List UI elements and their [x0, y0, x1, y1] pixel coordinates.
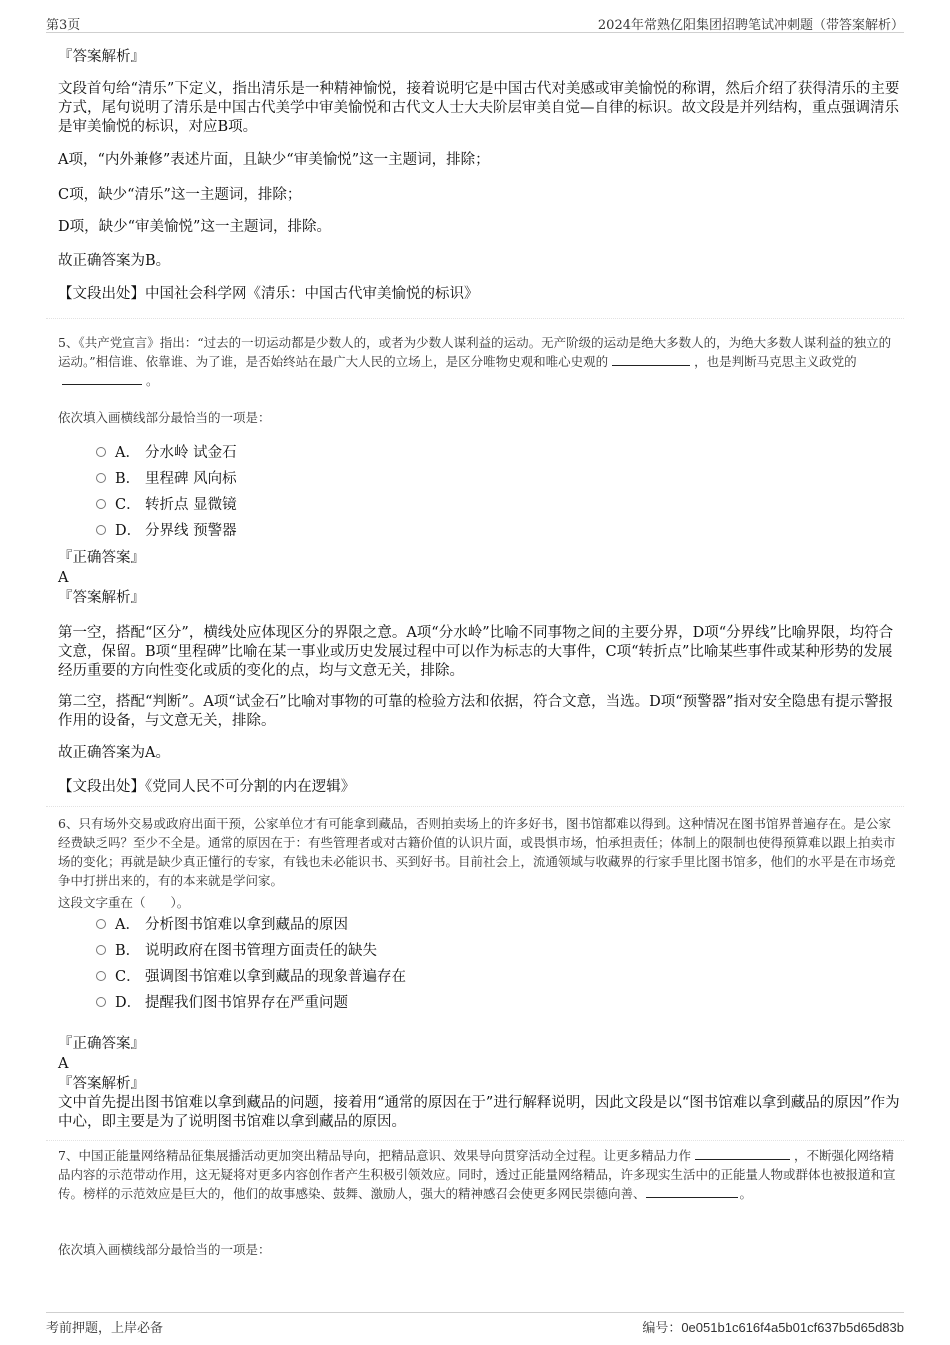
- q6-option-c[interactable]: C． 强调图书馆难以拿到藏品的现象普遍存在: [96, 966, 406, 988]
- q5-analysis-p1: 第一空，搭配“区分”，横线处应体现区分的界限之意。A项“分水岭”比喻不同事物之间的主要分界，D项“分界线”比喻界限，均符合文意，保留。B项“里程碑”比喻在某一事业或历史发展过程中可以作为标志的大事件，C项“转折点”比喻某些事件或某种形势的发展经历重要的方向性变化或质的变化的点，均与文意无关，排除。: [58, 625, 894, 679]
- q5-answer: A: [58, 570, 69, 586]
- q6-stem: 6、只有场外交易或政府出面干预，公家单位才有可能拿到藏品，否则拍卖场上的许多好书，图书馆都难以得到。这种情况在图书馆界普遍存在。是公家经费缺乏吗？至少不全是。通常的原因在于：有些管理者或对古籍价值的认识片面，或畏惧市场，怕承担责任；体制上的限制也使得预算难以跟上拍卖市场的变化；再就是缺少真正懂行的专家，有钱也未必能识书、买到好书。目前社会上，流通领域与收藏界的行家手里比图书馆多，他们的水平是在市场竞争中打拼出来的，有的本来就是学问家。: [58, 816, 896, 888]
- radio-icon[interactable]: [96, 447, 106, 457]
- q4-analysis-p4: D项，缺少“审美愉悦”这一主题词，排除。: [58, 219, 331, 235]
- page-header: [46, 12, 904, 33]
- page-number: 第3页: [46, 18, 81, 33]
- radio-icon[interactable]: [96, 919, 106, 929]
- q4-analysis-p5: 故正确答案为B。: [58, 253, 171, 269]
- q6-option-d[interactable]: D． 提醒我们图书馆界存在严重问题: [96, 992, 348, 1014]
- q4-analysis-label: 『答案解析』: [58, 49, 145, 65]
- q6-answer-label: 『正确答案』: [58, 1036, 145, 1052]
- q5-answer-label: 『正确答案』: [58, 550, 145, 566]
- document-title: 2024年常熟亿阳集团招聘笔试冲刺题（带答案解析）: [597, 18, 904, 33]
- q5-option-d[interactable]: D． 分界线 预警器: [96, 520, 237, 542]
- q5-source: 【文段出处】《党同人民不可分割的内在逻辑》: [58, 779, 356, 795]
- q5-analysis-p2: 第二空，搭配“判断”。A项“试金石”比喻对事物的可靠的检验方法和依据，符合文意，当选。D项“预警器”指对安全隐患有提示警报作用的设备，与文意无关，排除。: [58, 694, 894, 729]
- q5-option-b[interactable]: B． 里程碑 风向标: [96, 468, 237, 490]
- q6-analysis-label: 『答案解析』: [58, 1076, 145, 1092]
- q4-source: 【文段出处】中国社会科学网《清乐：中国古代审美愉悦的标识》: [58, 286, 479, 302]
- radio-icon[interactable]: [96, 473, 106, 483]
- radio-icon[interactable]: [96, 525, 106, 535]
- divider: [46, 806, 904, 807]
- q6-option-a[interactable]: A． 分析图书馆难以拿到藏品的原因: [96, 914, 348, 936]
- footer-slogan: 考前押题，上岸必备: [46, 1321, 164, 1336]
- q5-stem: 5、《共产党宣言》指出：“过去的一切运动都是少数人的，或者为少数人谋利益的运动。无产阶级的运动是绝大多数人的，为绝大多数人谋利益的独立的运动。”相信谁、依靠谁、为了谁，是否始终站在最广大人民的立场上，是区分唯物史观和唯心史观的 ，也是判断马克思主义政党的。: [58, 335, 892, 388]
- q6-option-b[interactable]: B． 说明政府在图书管理方面责任的缺失: [96, 940, 377, 962]
- radio-icon[interactable]: [96, 971, 106, 981]
- q6-prompt: 这段文字重在（ ）。: [58, 895, 190, 910]
- radio-icon[interactable]: [96, 997, 106, 1007]
- q6-answer: A: [58, 1056, 69, 1072]
- q5-option-a[interactable]: A． 分水岭 试金石: [96, 442, 237, 464]
- q4-analysis-p1: 文段首句给“清乐”下定义，指出清乐是一种精神愉悦，接着说明它是中国古代对美感或审美愉悦的称谓，然后介绍了获得清乐的主要方式，尾句说明了清乐是中国古代美学中审美愉悦和古代文人士大夫阶层审美自觉—自律的标识。故文段是并列结构，重点强调清乐是审美愉悦的标识，对应B项。: [58, 81, 900, 135]
- page-footer: [46, 1312, 904, 1335]
- q6-analysis-p1: 文中首先提出图书馆难以拿到藏品的问题，接着用“通常的原因在于”进行解释说明，因此文段是以“图书馆难以拿到藏品的原因”作为中心，即主要是为了说明图书馆难以拿到藏品的原因。: [58, 1095, 900, 1130]
- divider: [46, 318, 904, 319]
- document-code: 编号：0e051b1c616f4a5b01cf637b5d65d83b: [642, 1320, 904, 1336]
- q5-analysis-label: 『答案解析』: [58, 590, 145, 606]
- q5-option-c[interactable]: C． 转折点 显微镜: [96, 494, 237, 516]
- q5-blank-1: [612, 354, 690, 366]
- q5-blank-2: [62, 373, 142, 385]
- divider: [46, 1140, 904, 1141]
- q7-blank-1: [695, 1148, 790, 1160]
- radio-icon[interactable]: [96, 499, 106, 509]
- q5-analysis-p3: 故正确答案为A。: [58, 745, 170, 761]
- q7-prompt: 依次填入画横线部分最恰当的一项是：: [58, 1242, 271, 1257]
- radio-icon[interactable]: [96, 945, 106, 955]
- q4-analysis-p2: A项，“内外兼修”表述片面，且缺少“审美愉悦”这一主题词，排除；: [58, 152, 490, 168]
- q7-blank-2: [646, 1186, 738, 1198]
- q5-prompt: 依次填入画横线部分最恰当的一项是：: [58, 410, 271, 425]
- q7-stem: 7、中国正能量网络精品征集展播活动更加突出精品导向，把精品意识、效果导向贯穿活动全过程。让更多精品力作 ，不断强化网络精品内容的示范带动作用，这无疑将对更多内容创作者产生积极引领效应。同时，透过正能量网络精品，许多现实生活中的正能量人物或群体也被报道和宣传。榜样的示范效应是巨大的，他们的故事感染、鼓舞、激励人，强大的精神感召会使更多网民崇德向善、 。: [58, 1148, 896, 1201]
- q4-analysis-p3: C项，缺少“清乐”这一主题词，排除；: [58, 187, 302, 203]
